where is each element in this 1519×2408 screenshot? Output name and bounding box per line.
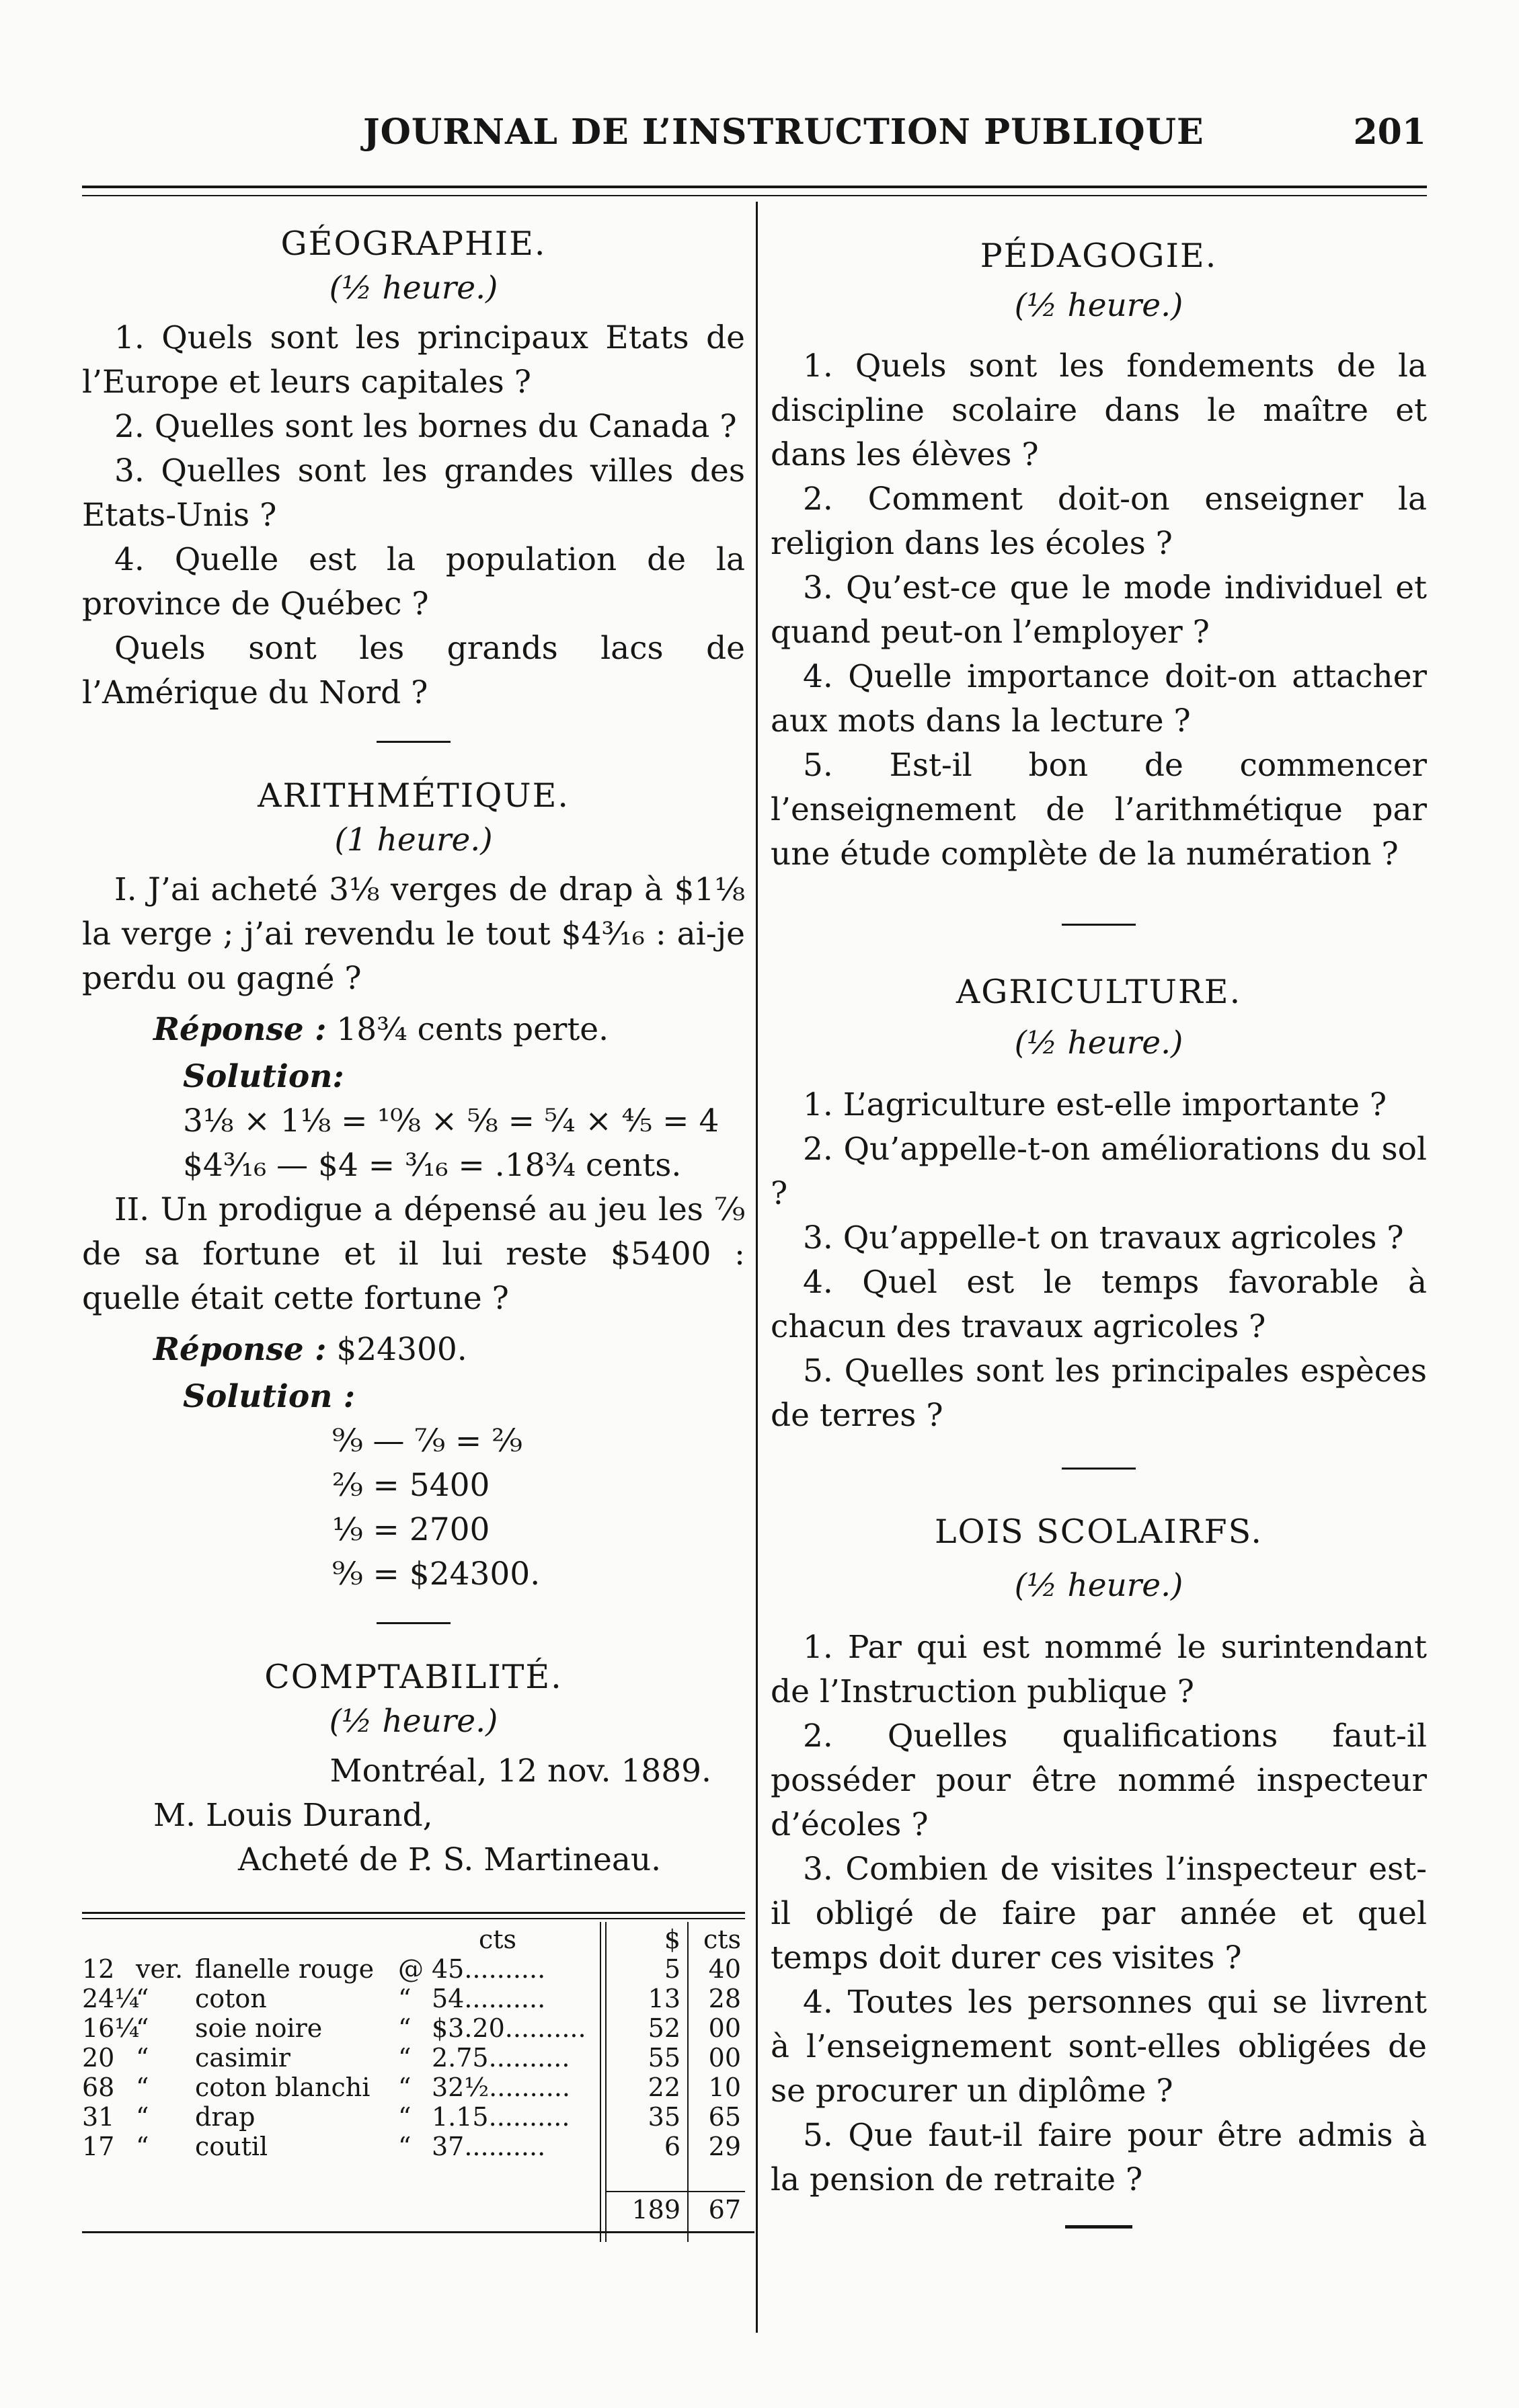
column-line (687, 1922, 689, 2242)
row-dollars: 5 (664, 1954, 680, 1984)
section-separator (377, 1622, 451, 1624)
row-dollars: 6 (664, 2132, 680, 2161)
calc-line-4: ²⁄₉ = 5400 (332, 1467, 490, 1504)
section-separator (377, 741, 451, 743)
row-at: @ (398, 1954, 424, 1984)
row-dollars: 13 (648, 1984, 680, 2013)
row-dollars: 52 (648, 2013, 680, 2043)
section-title-pedagogie: PÉDAGOGIE. (980, 237, 1218, 275)
geo-question-5: Quels sont les grands lacs de l’Amérique du Nord ? (82, 630, 745, 711)
calc-line-3: ⁹⁄₉ — ⁷⁄₉ = ²⁄₉ (332, 1422, 522, 1459)
row-at: “ (398, 1984, 412, 2013)
section-time-comptabilite: (½ heure.) (329, 1703, 498, 1740)
left-column (82, 222, 745, 2233)
spacer-row (82, 2161, 745, 2191)
row-quantity: 31 (82, 2102, 115, 2132)
row-unit: “ (136, 2013, 149, 2043)
peda-question-5: 5. Est-il bon de commencer l’enseignement de l’arithmétique par une étude complète de la numération ? (771, 747, 1427, 873)
section-title-lois-scolaires: LOIS SCOLAIRFS. (934, 1513, 1263, 1551)
table-row (82, 2073, 745, 2102)
row-quantity: 68 (82, 2073, 115, 2102)
row-item: coton blanchi (195, 2073, 371, 2102)
solution-label: Solution: (183, 1058, 344, 1095)
section-time-arithmetique: (1 heure.) (334, 821, 493, 858)
geo-question-2: 2. Quelles sont les bornes du Canada ? (114, 408, 737, 445)
header-cents: cts (703, 1925, 741, 1954)
section-separator (1062, 924, 1136, 926)
section-time-pedagogie: (½ heure.) (1014, 287, 1183, 324)
header-cts: cts (479, 1925, 517, 1954)
lois-question-5: 5. Que faut-il faire pour être admis à la pension de retraite ? (771, 2117, 1427, 2198)
row-cents: 40 (708, 1954, 741, 1984)
row-unit: ver. (136, 1954, 184, 1984)
agri-question-5: 5. Quelles sont les principales espèces de terres ? (771, 1353, 1427, 1434)
table-row (82, 2102, 745, 2132)
agri-question-1: 1. L’agriculture est-elle importante ? (803, 1086, 1387, 1123)
row-unit: “ (136, 1984, 149, 2013)
table-row (82, 2043, 745, 2073)
peda-question-1: 1. Quels sont les fondements de la discipline scolaire dans le maître et dans les élèves ? (771, 348, 1427, 473)
agri-question-4: 4. Quel est le temps favorable à chacun des travaux agricoles ? (771, 1264, 1427, 1345)
row-cents: 65 (708, 2102, 741, 2132)
row-price: 37.......... (432, 2132, 546, 2161)
section-title-arithmetique: ARITHMÉTIQUE. (258, 776, 570, 815)
calc-line-5: ⅑ = 2700 (332, 1511, 490, 1548)
row-item: soie noire (195, 2013, 323, 2043)
column-divider (756, 202, 758, 2333)
section-title-agriculture: AGRICULTURE. (956, 973, 1242, 1011)
journal-title: JOURNAL DE L’INSTRUCTION PUBLIQUE (363, 112, 1204, 153)
row-quantity: 17 (82, 2132, 115, 2161)
row-item: flanelle rouge (195, 1954, 375, 1984)
invoice-seller: Acheté de P. S. Martineau. (238, 1841, 662, 1878)
total-cents: 67 (708, 2195, 741, 2224)
agri-question-3: 3. Qu’appelle-t on travaux agricoles ? (803, 1219, 1404, 1256)
peda-question-3: 3. Qu’est-ce que le mode individuel et quand peut-on l’employer ? (771, 569, 1427, 651)
section-separator (1062, 1468, 1136, 1470)
lois-question-4: 4. Toutes les personnes qui se livrent à l’enseignement sont-elles obligées de se procurer un diplôme ? (771, 1984, 1427, 2110)
page-number: 201 (1353, 112, 1426, 153)
row-at: “ (398, 2043, 412, 2073)
row-price: $3.20.......... (432, 2013, 586, 2043)
row-unit: “ (136, 2043, 149, 2073)
table-row (82, 1984, 745, 2013)
header-rule-thick (82, 186, 1427, 188)
right-column (771, 222, 1427, 2259)
row-price: 1.15.......... (432, 2102, 570, 2132)
row-item: casimir (195, 2043, 290, 2073)
row-price: 45.......... (432, 1954, 546, 1984)
geo-question-1: 1. Quels sont les principaux Etats de l’Europe et leurs capitales ? (82, 319, 745, 401)
row-quantity: 24¼ (82, 1984, 140, 2013)
lois-question-3: 3. Combien de visites l’inspecteur est-il obligé de faire par année et quel temps doit durer ces visites ? (771, 1851, 1427, 1976)
invoice-rows (82, 1954, 745, 2224)
row-dollars: 55 (648, 2043, 680, 2073)
calc-line-2: $4³⁄₁₆ — $4 = ³⁄₁₆ = .18¾ cents. (183, 1147, 682, 1184)
column-line (600, 1922, 601, 2242)
row-item: coton (195, 1984, 267, 2013)
row-unit: “ (136, 2073, 149, 2102)
row-item: coutil (195, 2132, 268, 2161)
header-rule-thin (82, 195, 1427, 196)
total-rule (607, 2191, 745, 2192)
section-time-geographie: (½ heure.) (329, 270, 498, 307)
arith-answer-2 (153, 1328, 745, 1372)
lois-question-1: 1. Par qui est nommé le surintendant de l’Instruction publique ? (771, 1629, 1427, 1710)
section-time-lois-scolaires: (½ heure.) (1014, 1567, 1183, 1604)
row-unit: “ (136, 2132, 149, 2161)
arith-answer-1 (153, 1008, 745, 1052)
row-dollars: 35 (648, 2102, 680, 2132)
row-price: 2.75.......... (432, 2043, 570, 2073)
row-dollars: 22 (648, 2073, 680, 2102)
row-price: 32½.......... (432, 2073, 570, 2102)
row-item: drap (195, 2102, 256, 2132)
row-at: “ (398, 2013, 412, 2043)
section-time-agriculture: (½ heure.) (1014, 1025, 1183, 1061)
invoice-rule (82, 1912, 745, 1914)
column-line (605, 1922, 607, 2242)
row-at: “ (398, 2073, 412, 2102)
invoice-table (82, 1912, 745, 2233)
running-head (0, 106, 1519, 167)
section-title-geographie: GÉOGRAPHIE. (280, 225, 547, 263)
header-dollars: $ (664, 1925, 680, 1954)
invoice-place-date: Montréal, 12 nov. 1889. (329, 1753, 711, 1790)
row-cents: 28 (708, 1984, 741, 2013)
peda-question-4: 4. Quelle importance doit-on attacher aux mots dans la lecture ? (771, 658, 1427, 739)
invoice-addressee: M. Louis Durand, (153, 1797, 433, 1834)
answer-label: Réponse : (153, 1011, 327, 1048)
lois-question-2: 2. Quelles qualifications faut-il posséder pour être nommé inspecteur d’écoles ? (771, 1718, 1427, 1843)
table-row (82, 2013, 745, 2043)
solution-label: Solution : (183, 1378, 356, 1415)
answer-value: 18¾ cents perte. (336, 1011, 609, 1048)
row-at: “ (398, 2132, 412, 2161)
table-row (82, 2132, 745, 2161)
geo-question-4: 4. Quelle est la population de la province de Québec ? (82, 541, 745, 623)
total-dollars: 189 (631, 2195, 680, 2224)
calc-line-1: 3⅛ × 1⅛ = ¹⁰⁄₈ × ⅝ = ⁵⁄₄ × ⁴⁄₅ = 4 (183, 1102, 719, 1139)
total-row (82, 2191, 745, 2224)
calc-line-6: ⁹⁄₉ = $24300. (332, 1556, 541, 1593)
row-cents: 29 (708, 2132, 741, 2161)
agri-question-2: 2. Qu’appelle-t-on améliorations du sol ? (771, 1131, 1427, 1212)
invoice-rule (82, 1918, 745, 1919)
table-row (82, 1954, 745, 1984)
row-cents: 10 (708, 2073, 741, 2102)
geo-question-3: 3. Quelles sont les grandes villes des Etats-Unis ? (82, 452, 745, 534)
row-at: “ (398, 2102, 412, 2132)
invoice-header-row (82, 1925, 745, 1954)
row-unit: “ (136, 2102, 149, 2132)
peda-question-2: 2. Comment doit-on enseigner la religion dans les écoles ? (771, 481, 1427, 562)
row-cents: 00 (708, 2013, 741, 2043)
section-title-comptabilite: COMPTABILITÉ. (264, 1658, 563, 1696)
end-separator (1065, 2225, 1132, 2229)
answer-value: $24300. (336, 1331, 467, 1368)
row-quantity: 20 (82, 2043, 115, 2073)
arith-problem-1: I. J’ai acheté 3⅛ verges de drap à $1⅛ la verge ; j’ai revendu le tout $4³⁄₁₆ : ai-je perdu ou gagné ? (82, 871, 745, 997)
answer-label: Réponse : (153, 1331, 327, 1368)
row-price: 54.......... (432, 1984, 546, 2013)
row-quantity: 16¼ (82, 2013, 140, 2043)
row-quantity: 12 (82, 1954, 115, 1984)
row-cents: 00 (708, 2043, 741, 2073)
invoice-bottom-rule (82, 2231, 754, 2233)
arith-problem-2: II. Un prodigue a dépensé au jeu les ⁷⁄₉ de sa fortune et il lui reste $5400 : quelle était cette fortune ? (82, 1191, 745, 1317)
